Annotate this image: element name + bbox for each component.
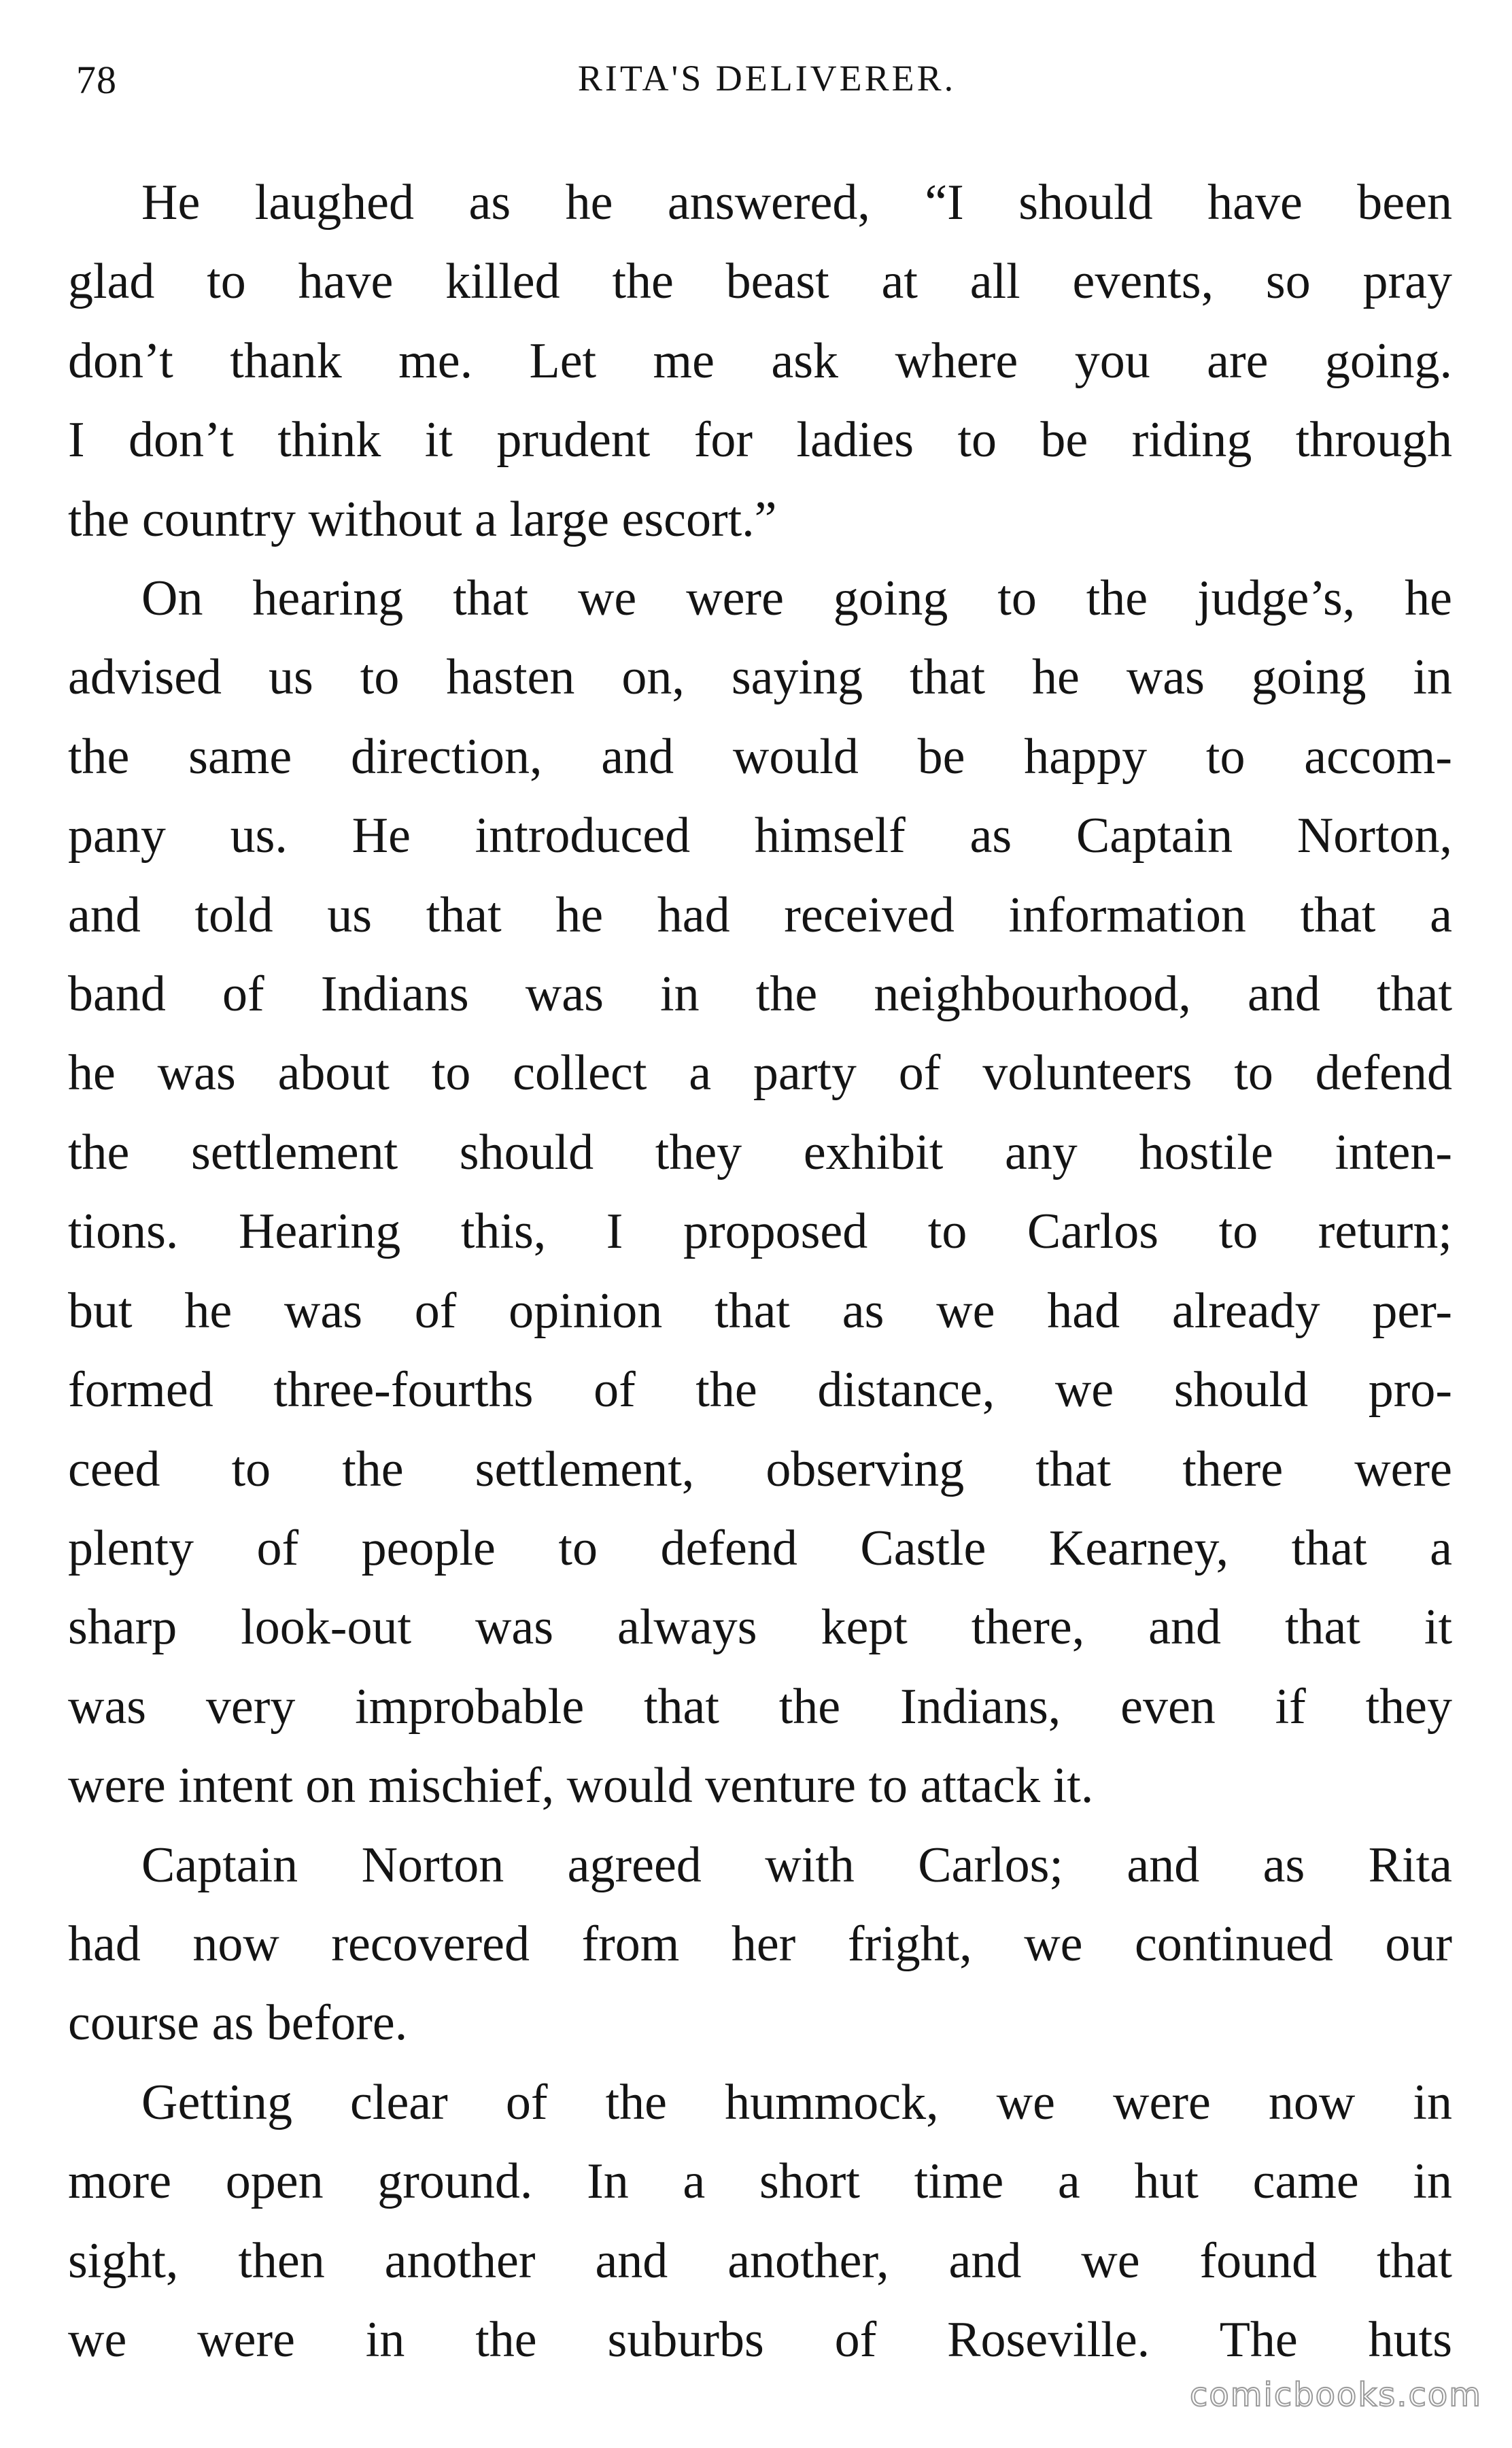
- text-line: the settlement should they exhibit any hostile inten-: [68, 1124, 1452, 1180]
- text-line: Captain Norton agreed with Carlos; and as Rita: [141, 1837, 1452, 1893]
- text-line: the country without a large escort.”: [68, 491, 777, 547]
- text-line: formed three-fourths of the distance, we should pro-: [68, 1362, 1452, 1418]
- watermark: comicbooks.com: [1189, 2376, 1482, 2414]
- text-line: and told us that he had received information that a: [68, 887, 1452, 943]
- text-line: course as before.: [68, 1995, 408, 2052]
- text-line: the same direction, and would be happy to accom-: [68, 728, 1452, 785]
- text-line: he was about to collect a party of volunteers to defend: [68, 1045, 1452, 1102]
- text-line: I don’t think it prudent for ladies to be riding through: [68, 412, 1452, 469]
- text-line: On hearing that we were going to the judge’s, he: [141, 571, 1452, 627]
- text-line: pany us. He introduced himself as Captain Norton,: [68, 808, 1452, 864]
- paragraph-3: [68, 1826, 1452, 2063]
- text-line: sharp look-out was always kept there, and that it: [68, 1599, 1452, 1656]
- text-line: but he was of opinion that as we had already per-: [68, 1282, 1452, 1339]
- text-line: ceed to the settlement, observing that there were: [68, 1441, 1452, 1497]
- text-line: advised us to hasten on, saying that he was going in: [68, 649, 1452, 706]
- page-header: [76, 57, 1458, 112]
- text-line: Getting clear of the hummock, we were now in: [141, 2074, 1452, 2130]
- running-title: RITA'S DELIVERER.: [577, 58, 957, 99]
- paragraph-4: [68, 2063, 1452, 2380]
- text-line: tions. Hearing this, I proposed to Carlos to return;: [68, 1204, 1452, 1260]
- text-line: band of Indians was in the neighbourhood, and that: [68, 966, 1452, 1023]
- text-line: were intent on mischief, would venture to attack it.: [68, 1758, 1094, 1814]
- page-number: 78: [76, 58, 117, 102]
- paragraph-1: [68, 163, 1452, 559]
- text-line: plenty of people to defend Castle Kearney, that a: [68, 1520, 1452, 1576]
- text-line: more open ground. In a short time a hut came in: [68, 2154, 1452, 2210]
- text-line: had now recovered from her fright, we continued our: [68, 1916, 1452, 1972]
- text-line: He laughed as he answered, “I should have been: [141, 175, 1452, 231]
- text-line: glad to have killed the beast at all events, so pray: [68, 254, 1452, 310]
- paragraph-2: [68, 559, 1452, 1826]
- body-text: [68, 163, 1452, 2379]
- text-line: we were in the suburbs of Roseville. The huts: [68, 2311, 1452, 2368]
- text-line: don’t thank me. Let me ask where you are going.: [68, 333, 1452, 389]
- text-line: sight, then another and another, and we found that: [68, 2232, 1452, 2289]
- text-line: was very improbable that the Indians, even if they: [68, 1678, 1452, 1735]
